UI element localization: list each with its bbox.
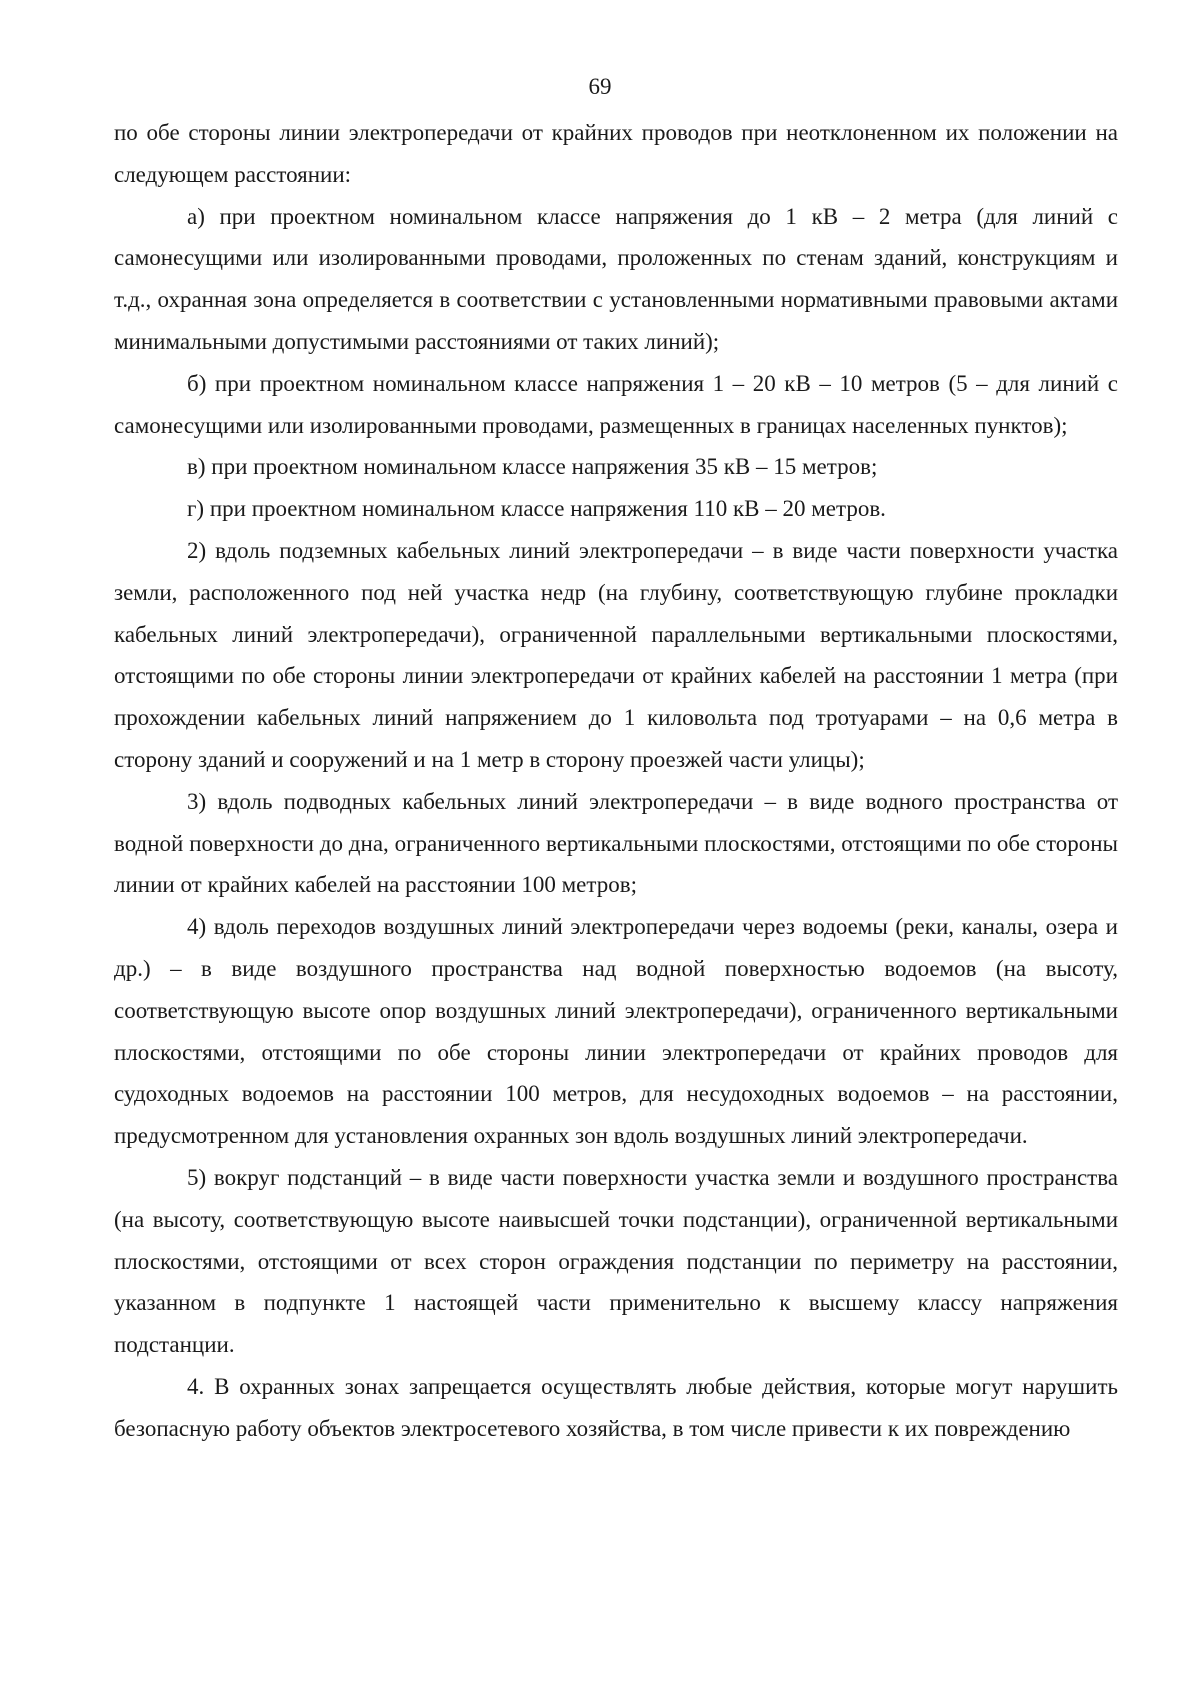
paragraph-item-v: в) при проектном номинальном классе напряжения 35 кВ – 15 метров; <box>187 454 878 480</box>
paragraph-item-a: а) при проектном номинальном классе напряжения до 1 кВ – 2 метра (для линий с самонесущими или изолированными проводами, проложенных по стенам зданий, конструкциям и т.д., охранная зона определяется в соответствии с установленными нормативными правовыми актами минимальными допустимыми расстояниями от таких линий); <box>114 203 1118 354</box>
paragraph-item-4: 4) вдоль переходов воздушных линий электропередачи через водоемы (реки, каналы, озера и др.) – в виде воздушного пространства над водной поверхностью водоемов (на высоту, соответствующую высоте опор воздушных линий электропередачи), ограниченного вертикальными плоскостями, отстоящими по обе стороны линии электропередачи от крайних проводов для судоходных водоемов на расстоянии 100 метров, для несудоходных водоемов – на расстоянии, предусмотренном для установления охранных зон вдоль воздушных линий электропередачи. <box>114 914 1118 1149</box>
paragraph-item-2: 2) вдоль подземных кабельных линий электропередачи – в виде части поверхности участка земли, расположенного под ней участка недр (на глубину, соответствующую глубине прокладки кабельных линий электропередачи), ограниченной параллельными вертикальными плоскостями, отстоящими по обе стороны линии электропередачи от крайних кабелей на расстоянии 1 метра (при прохождении кабельных линий напряжением до 1 киловольта под тротуарами – на 0,6 метра в сторону зданий и сооружений и на 1 метр в сторону проезжей части улицы); <box>114 537 1118 772</box>
paragraph-item-b: б) при проектном номинальном классе напряжения 1 – 20 кВ – 10 метров (5 – для линий с самонесущими или изолированными проводами, размещенных в границах населенных пунктов); <box>114 370 1118 438</box>
paragraph-intro: по обе стороны линии электропередачи от крайних проводов при неотклоненном их положении на следующем расстоянии: <box>114 120 1118 187</box>
paragraph-item-g: г) при проектном номинальном классе напряжения 110 кВ – 20 метров. <box>187 496 886 522</box>
paragraph-item-5: 5) вокруг подстанций – в виде части поверхности участка земли и воздушного пространства (на высоту, соответствующую высоте наивысшей точки подстанции), ограниченной вертикальными плоскостями, отстоящими от всех сторон ограждения подстанции по периметру на расстоянии, указанном в подпункте 1 настоящей части применительно к высшему классу напряжения подстанции. <box>114 1164 1118 1358</box>
body-text <box>114 112 1118 1450</box>
paragraph-section-4: 4. В охранных зонах запрещается осуществлять любые действия, которые могут нарушить безопасную работу объектов электросетевого хозяйства, в том числе привести к их повреждению <box>114 1373 1118 1441</box>
paragraph-item-3: 3) вдоль подводных кабельных линий электропередачи – в виде водного пространства от водной поверхности до дна, ограниченного вертикальными плоскостями, отстоящими по обе стороны линии от крайних кабелей на расстоянии 100 метров; <box>114 788 1118 898</box>
page-number: 69 <box>588 74 612 99</box>
